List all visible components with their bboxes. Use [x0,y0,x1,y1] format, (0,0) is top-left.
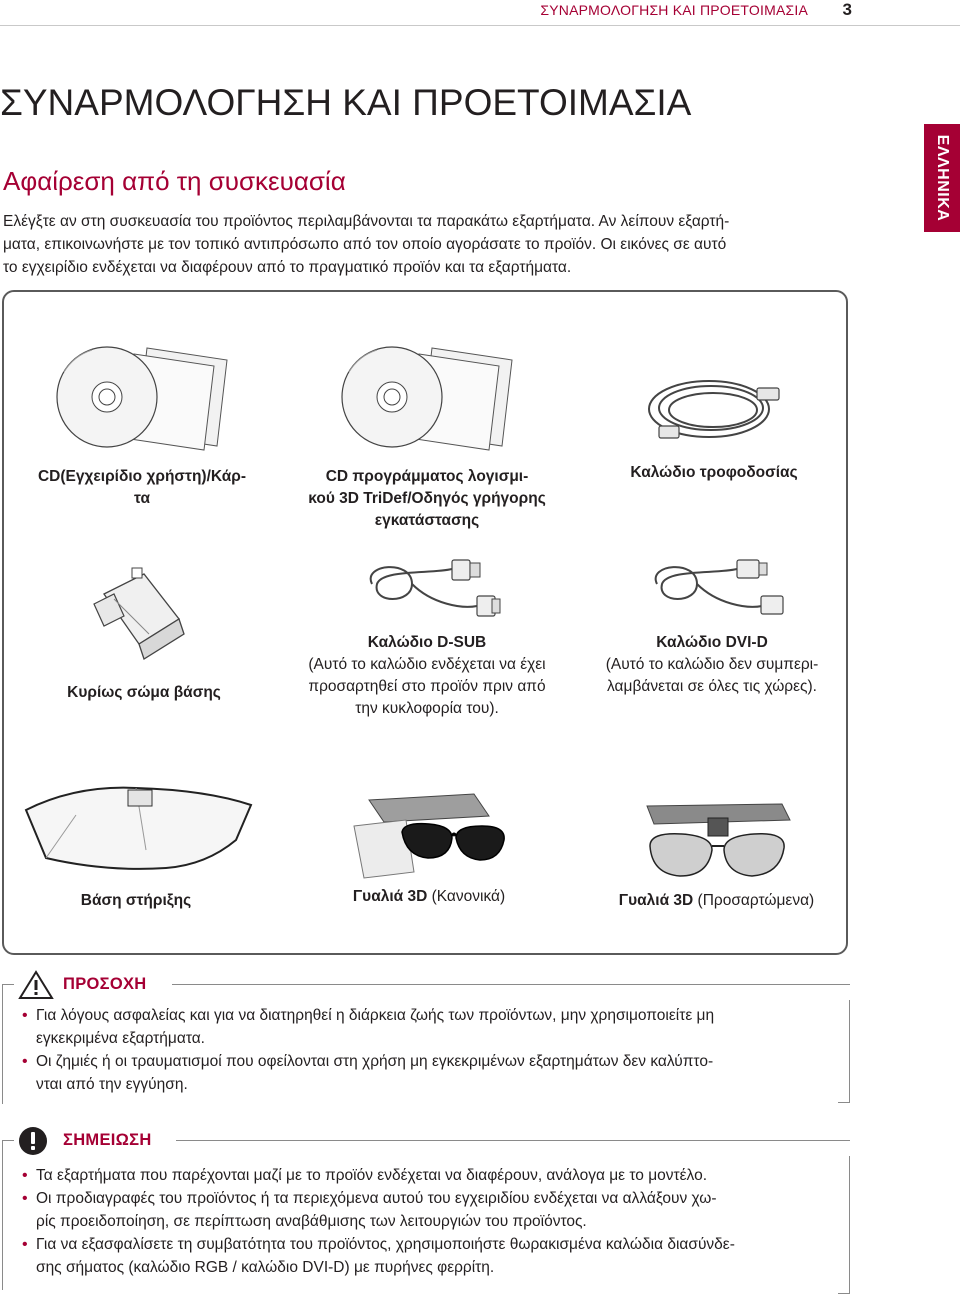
caution-item: • Για λόγους ασφαλείας και για να διατηρηθεί η διάρκεια ζωής των προϊόντων, μην χρησιμοποιείτε μη εγκεκριμένα εξαρτήματα. [28,1004,850,1050]
note-rule [176,1140,850,1141]
caution-header [0,970,850,1000]
caution-frame [2,984,14,1104]
stand-base-label: Βάση στήριξης [80,892,192,909]
dvi-cable-illustration [637,554,787,626]
language-tab [924,124,960,232]
caution-item: • Οι ζημιές ή οι τραυματισμοί που οφείλονται στη χρήση μη εγκεκριμένων εξαρτημάτων δεν καλύπτο- νται από την εγγύηση. [28,1050,850,1096]
glasses-clip-illustration [642,798,792,882]
cd-software-label-line: CD προγράμματος λογισμι- [325,468,529,485]
cd-software-label-line: εγκατάστασης [374,512,480,529]
cd-software-label-line: κού 3D TriDef/Οδηγός γρήγορης [308,490,546,507]
stand-body-illustration [84,564,204,664]
header-rule [0,25,960,26]
page-title: ΣΥΝΑΡΜΟΛΟΓΗΣΗ ΚΑΙ ΠΡΟΕΤΟΙΜΑΣΙΑ [0,82,692,123]
caution-label: ΠΡΟΣΟΧΗ [63,975,147,993]
accessories-box [2,290,848,955]
dsub-note-line: προσαρτηθεί στο προϊόν πριν από [308,678,546,695]
cd-manual-label-line: CD(Εγχειρίδιο χρήστη)/Κάρ- [37,468,247,485]
accessory-stand-base [6,780,266,912]
dvi-note-line: (Αυτό το καλώδιο δεν συμπερι- [605,656,819,673]
accessory-cd-manual [12,342,272,510]
note-frame [2,1140,14,1290]
accessory-dvi-cable [582,554,842,698]
note-notice [0,1126,850,1296]
note-item: • Για να εξασφαλίσετε τη συμβατότητα του προϊόντος, χρησιμοποιήστε θωρακισμένα καλώδια διασύνδε- σης σήματος (καλώδιο RGB / καλώδιο DVI-D) με πυρήνες φερρίτη. [28,1233,850,1279]
intro-line: Ελέγξτε αν στη συσκευασία του προϊόντος περιλαμβάνονται τα παρακάτω εξαρτήματα. Αν λείπουν εξαρτή- [3,213,730,230]
dvi-note-line: λαμβάνεται σε όλες τις χώρες). [607,678,817,695]
running-header-title: ΣΥΝΑΡΜΟΛΟΓΗΣΗ ΚΑΙ ΠΡΟΕΤΟΙΜΑΣΙΑ [540,2,808,18]
note-item: • Οι προδιαγραφές του προϊόντος ή τα περιεχόμενα αυτού του εγχειριδίου ενδέχεται να αλλάξουν χω- ρίς προειδοποίηση, σε περίπτωση αναβάθμισης των λειτουργιών του προϊόντος. [28,1187,850,1233]
intro-line: το εγχειρίδιο ενδέχεται να διαφέρουν από το πραγματικό προϊόν και τα εξαρτήματα. [3,259,572,276]
note-body [0,1156,850,1279]
accessory-3d-glasses-clip [589,798,844,912]
cd-manual-label [12,466,272,510]
note-item: • Τα εξαρτήματα που παρέχονται μαζί με το προϊόν ενδέχεται να διαφέρουν, ανάλογα με το μοντέλο. [28,1164,850,1187]
running-header [0,0,960,26]
accessory-power-cable [594,364,834,484]
caution-rule [172,984,850,985]
dsub-cable-illustration [352,554,502,626]
caution-notice [0,970,850,1105]
warning-triangle-icon [18,970,54,1000]
cd-manual-illustration [52,342,232,452]
accessory-dsub-cable [284,554,570,720]
intro-paragraph [3,210,843,279]
cd-software-illustration [337,342,517,452]
caution-body [0,1000,850,1096]
caution-frame-corner [838,1000,850,1103]
accessory-3d-glasses-regular [294,792,564,908]
stand-base-illustration [16,780,256,880]
note-header [0,1126,850,1156]
cd-software-label [292,466,562,532]
note-label: ΣΗΜΕΙΩΣΗ [63,1131,152,1149]
dsub-note-line: (Αυτό το καλώδιο ενδέχεται να έχει [308,656,546,673]
dsub-cable-label: Καλώδιο D-SUB (Αυτό το καλώδιο ενδέχεται να έχει προσαρτηθεί στο προϊόν πριν από την κυκλοφορία του). [308,634,546,717]
power-cable-label: Καλώδιο τροφοδοσίας [630,464,798,481]
accessory-cd-software [292,342,562,532]
intro-line: ματα, επικοινωνήστε με τον τοπικό αντιπρόσωπο από τον οποίο αγοράσατε το προϊόν. Οι εικόνες σε αυτό [3,236,727,253]
page-number: 3 [842,0,852,19]
note-frame-corner [838,1156,850,1294]
dsub-note-line: την κυκλοφορία του). [355,700,499,717]
glasses-regular-label: Γυαλιά 3D (Κανονικά) [352,888,506,905]
language-tab-label: ΕΛΛΗΝΙΚΑ [934,134,951,222]
info-exclamation-icon [18,1126,48,1156]
glasses-regular-illustration [344,792,514,880]
section-title: Αφαίρεση από τη συσκευασία [3,166,346,196]
accessory-stand-body [24,564,264,704]
power-cable-illustration [639,364,789,452]
cd-manual-label-line: τα [133,490,150,507]
glasses-clip-label: Γυαλιά 3D (Προσαρτώμενα) [618,892,815,909]
dvi-cable-label: Καλώδιο DVI-D (Αυτό το καλώδιο δεν συμπερι- λαμβάνεται σε όλες τις χώρες). [605,634,819,695]
stand-body-label: Κυρίως σώμα βάσης [67,684,221,701]
